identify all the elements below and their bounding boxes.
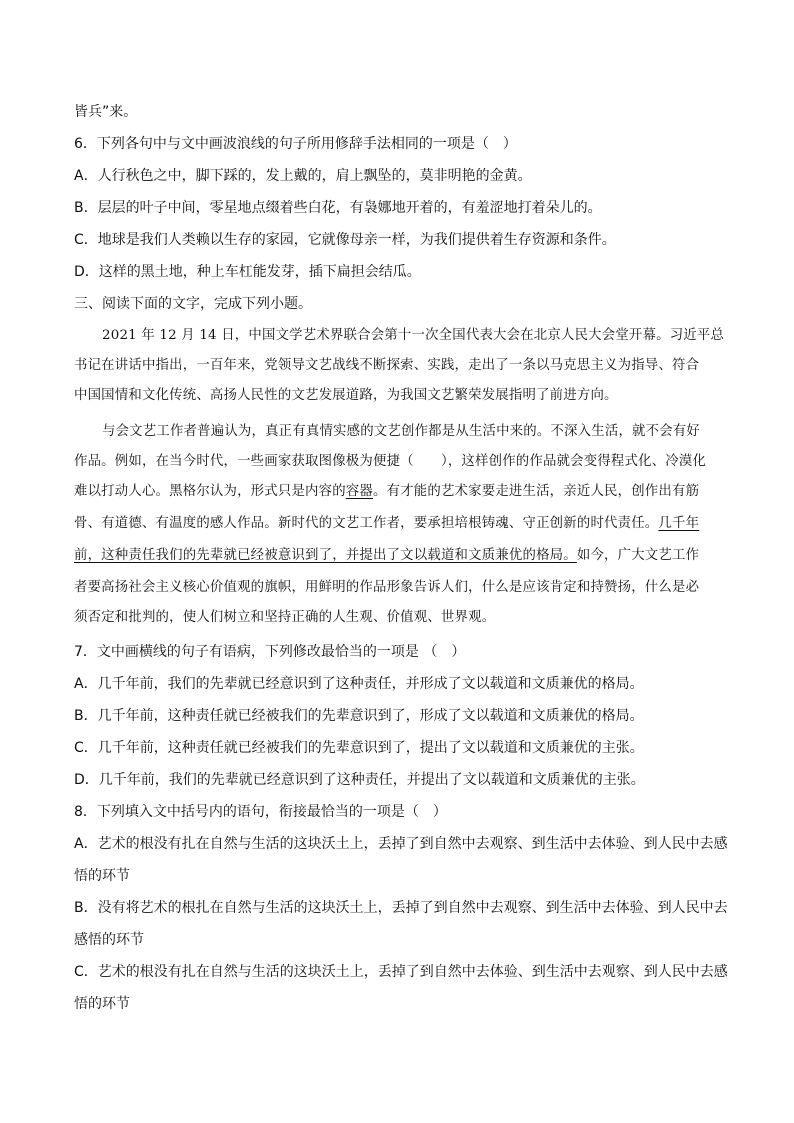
passage-line: [74, 514, 720, 534]
passage-line: 中国国情和文化传统、高扬人民性的文艺发展道路，为我国文艺繁荣发展指明了前进方向。: [74, 388, 618, 403]
question-8-option-a-cont: 悟的环节: [74, 868, 130, 884]
question-7-option-d: D．几千年前，我们的先辈就已经意识到了这种责任，并提出了文以载道和文质兼优的主张。: [74, 772, 645, 788]
question-8-option-b-cont: 感悟的环节: [74, 932, 144, 948]
question-7-option-a: A．几千年前，我们的先辈就已经意识到了这种责任，并形成了文以载道和文质兼优的格局。: [74, 676, 644, 692]
question-8-option-b: B．没有将艺术的根扎在自然与生活的这块沃土上，丢掉了到自然中去观察、到生活中去体验、到人民中去: [74, 900, 728, 916]
passage-text: 。有才能的艺术家要走进生活，亲近人民，创作出有筋: [373, 484, 700, 499]
continued-text: 皆兵”来。: [74, 104, 138, 120]
question-6-option-a: A．人行秋色之中，脚下踩的，发上戴的，肩上飘坠的，莫非明艳的金黄。: [74, 168, 532, 184]
passage-text: 骨、有道德、有温度的感人作品。新时代的文艺工作者，要承担培根铸魂、守正创新的时代责任。: [74, 516, 659, 531]
question-6-stem: 6．下列各句中与文中画波浪线的句子所用修辞手法相同的一项是（ ）: [74, 136, 517, 152]
question-7-option-b: B．几千年前，这种责任就已经被我们的先辈意识到了，形成了文以载道和文质兼优的格局。: [74, 708, 644, 724]
question-7-option-c: C．几千年前，这种责任就已经被我们的先辈意识到了，提出了文以载道和文质兼优的主张。: [74, 740, 644, 756]
underlined-sentence: 几千年: [658, 516, 700, 531]
passage-text: 难以打动人心。黑格尔认为，形式只是内容的: [74, 484, 346, 499]
question-8-stem: 8．下列填入文中括号内的语句，衔接最恰当的一项是（ ）: [74, 804, 447, 820]
question-8-option-a: A．艺术的根没有扎在自然与生活的这块沃土上，丢掉了到自然中去观察、到生活中去体验、到人民中去感: [74, 836, 728, 852]
passage-text: 如今，广大文艺工作: [576, 548, 700, 563]
passage-line: 作品。例如，在当今时代，一些画家获取图像极为便捷（ ），这样创作的作品就会变得程式化、冷漠化: [74, 454, 707, 469]
passage-line: 2021 年 12 月 14 日，中国文学艺术界联合会第十一次全国代表大会在北京人民大会堂开幕。习近平总: [102, 328, 725, 343]
passage-line: 者要高扬社会主义核心价值观的旗帜，用鲜明的作品形象告诉人们，什么是应该肯定和持赞扬，什么是必: [74, 580, 700, 595]
passage-line: 与会文艺工作者普遍认为，真正有真情实感的文艺创作都是从生活中来的。不深入生活，就不会有好: [102, 424, 700, 439]
section-3-title: 三、阅读下面的文字，完成下列小题。: [74, 296, 312, 312]
question-6-option-b: B．层层的叶子中间，零星地点缀着些白花，有袅娜地开着的，有羞涩地打着朵儿的。: [74, 200, 602, 216]
question-6-option-d: D．这样的黑土地，种上车杠能发芽，插下扁担会结瓜。: [74, 264, 421, 280]
question-7-stem: 7．文中画横线的句子有语病，下列修改最恰当的一项是 （ ）: [74, 644, 466, 660]
underlined-sentence: 前，这种责任我们的先辈就已经被意识到了，并提出了文以载道和文质兼优的格局。: [74, 548, 577, 563]
underlined-word: 容器: [345, 484, 373, 499]
passage-line: 须否定和批判的，使人们树立和坚持正确的人生观、价值观、世界观。: [74, 610, 496, 625]
passage-line: [74, 482, 720, 502]
question-8-option-c: C．艺术的根没有扎在自然与生活的这块沃土上，丢掉了到自然中去体验、到生活中去观察、到人民中去感: [74, 964, 728, 980]
passage-line: 书记在讲话中指出，一百年来，党领导文艺战线不断探索、实践，走出了一条以马克思主义为指导、符合: [74, 358, 700, 373]
question-6-option-c: C．地球是我们人类赖以生存的家园，它就像母亲一样，为我们提供着生存资源和条件。: [74, 232, 616, 248]
question-8-option-c-cont: 悟的环节: [74, 996, 130, 1012]
passage-line: [74, 546, 720, 566]
